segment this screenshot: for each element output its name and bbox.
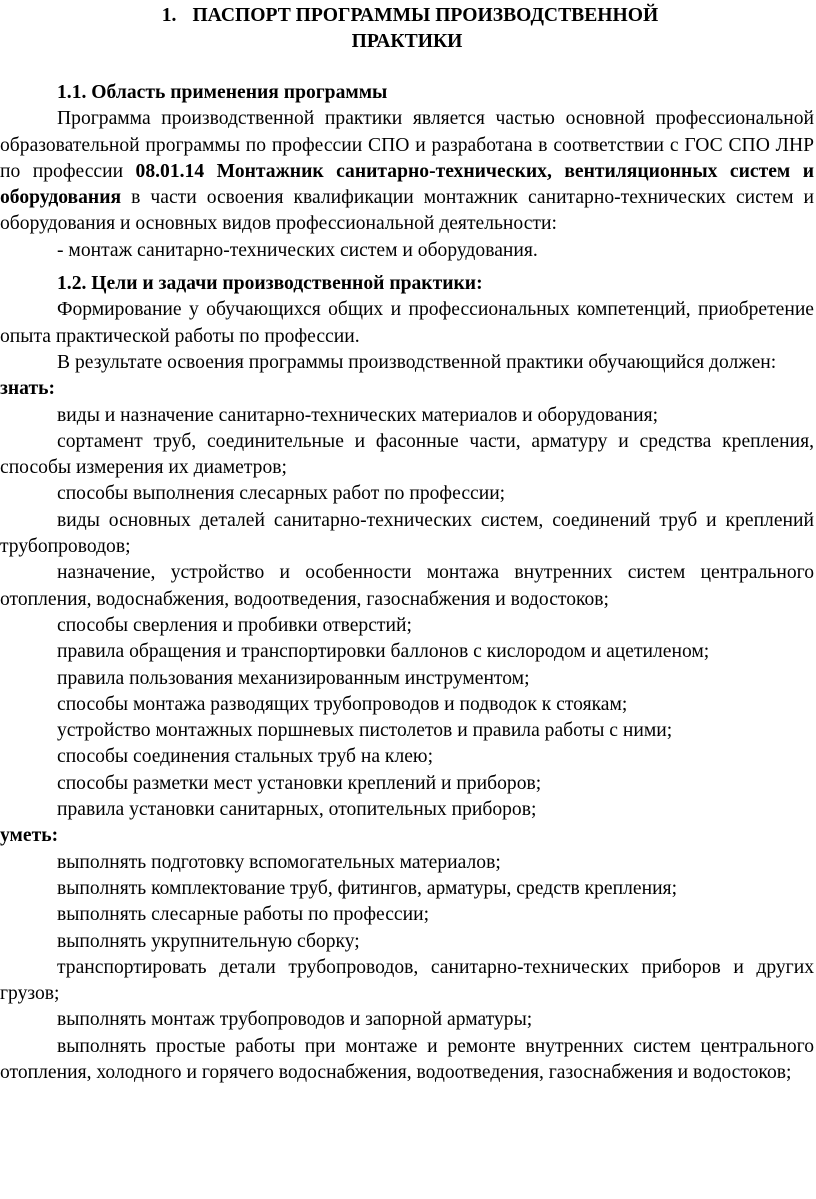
- know-item: правила установки санитарных, отопительных приборов;: [57, 799, 537, 821]
- know-item: правила пользования механизированным инструментом;: [57, 667, 530, 689]
- profession-code-name: 08.01.14 Монтажник санитарно-технических, вентиляционных систем и оборудования: [0, 160, 815, 209]
- know-item: назначение, устройство и особенности монтажа внутренних систем центрального отопления, водоснабжения, водоотведения, газоснабжения и водостоков;: [0, 562, 814, 610]
- know-item: виды и назначение санитарно-технических материалов и оборудования;: [57, 404, 659, 426]
- skill-item: транспортировать детали трубопроводов, санитарно-технических приборов и других грузов;: [0, 956, 814, 1005]
- know-item: устройство монтажных поршневых пистолетов и правила работы с ними;: [57, 720, 673, 742]
- skill-item: выполнять комплектование труб, фитингов, арматуры, средств крепления;: [57, 877, 678, 899]
- skill-item: выполнять монтаж трубопроводов и запорной арматуры;: [57, 1009, 533, 1031]
- know-item: способы выполнения слесарных работ по профессии;: [57, 483, 506, 505]
- title-number: 1.: [161, 5, 177, 26]
- skill-list: [0, 850, 814, 1087]
- know-item: способы соединения стальных труб на клею;: [57, 746, 434, 768]
- document-page: [0, 3, 816, 1199]
- know-item: правила обращения и транспортировки баллонов с кислородом и ацетиленом;: [57, 641, 710, 663]
- know-item: способы монтажа разводящих трубопроводов и подводок к стоякам;: [57, 693, 628, 715]
- title-line-1: 1. ПАСПОРТ ПРОГРАММЫ ПРОИЗВОДСТВЕННОЙ: [161, 5, 659, 26]
- skill-label: уметь:: [0, 825, 59, 847]
- skill-item: выполнять слесарные работы по профессии;: [57, 904, 430, 926]
- know-item: сортамент труб, соединительные и фасонные части, арматуру и средства крепления, способы измерения их диаметров;: [0, 430, 814, 479]
- section-2-paragraph-1: Формирование у обучающихся общих и профессиональных компетенций, приобретение опыта практической работы по профессии.: [0, 299, 814, 347]
- section-1-paragraph-1: Программа производственной практики является частью основной профессиональной образовательной программы по профессии СПО и разработана в соответствии с ГОС СПО ЛНР по профессии 08.01.14 Монтажник санитарно-технических, вентиляционных систем и оборудования в части освоения квалификации монтажник санитарно-технических систем и оборудования и основных видов профессиональной деятельности:: [0, 108, 815, 235]
- know-list: [0, 403, 814, 824]
- section-2-paragraph-2: В результате освоения программы производственной практики обучающийся должен:: [57, 351, 777, 373]
- know-label: знать:: [0, 378, 55, 400]
- skill-item: выполнять укрупнительную сборку;: [57, 930, 360, 952]
- document-title: [0, 3, 814, 55]
- section-1-heading: 1.1. Область применения программы: [57, 82, 388, 103]
- skill-item: выполнять подготовку вспомогательных материалов;: [57, 851, 501, 873]
- skill-item: выполнять простые работы при монтаже и ремонте внутренних систем центрального отопления, холодного и горячего водоснабжения, водоотведения, газоснабжения и водостоков;: [0, 1035, 814, 1083]
- section-2-heading: 1.2. Цели и задачи производственной практики:: [57, 273, 483, 295]
- section-1-paragraph-2: - монтаж санитарно-технических систем и оборудования.: [57, 239, 538, 261]
- know-item: способы сверления и пробивки отверстий;: [57, 614, 412, 636]
- know-item: способы разметки мест установки креплений и приборов;: [57, 772, 542, 794]
- title-line-2: ПРАКТИКИ: [351, 31, 463, 52]
- know-item: виды основных деталей санитарно-технических систем, соединений труб и креплений трубопроводов;: [0, 509, 814, 558]
